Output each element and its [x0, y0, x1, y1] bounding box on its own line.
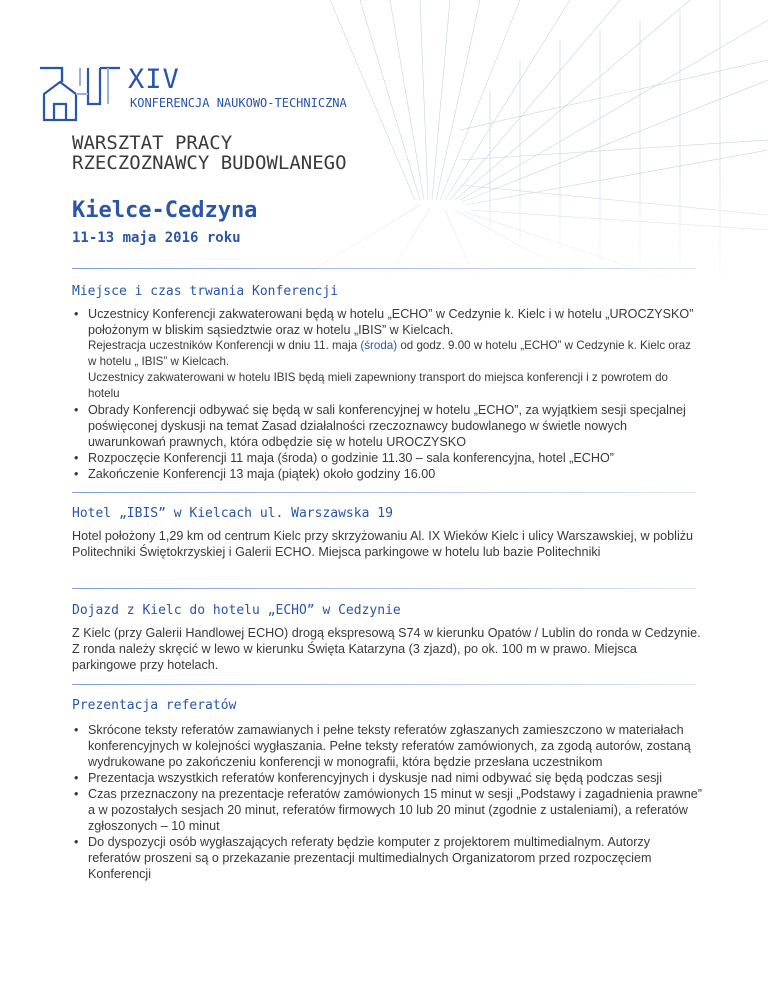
ibis-section-title: Hotel „IBIS” w Kielcach ul. Warszawska 19 — [72, 506, 393, 521]
bullet-icon: • — [74, 835, 79, 849]
bullet-icon: • — [74, 451, 79, 465]
section-divider — [72, 268, 696, 269]
venue-item-sessions: Obrady Konferencji odbywać się będą w sali konferencyjnej w hotelu „ECHO”, za wyjątkiem sesji specjalnej poświęconej dyskusji na temat Zasad działalności rzeczoznawcy budowlanego w świetle nowych uwarunkowań prawnych, która odbędzie się w hotelu UROCZYSKO — [88, 403, 686, 449]
conference-subtitle: KONFERENCJA NAUKOWO-TECHNICZNA — [130, 96, 347, 110]
event-title-line2: RZECZOZNAWCY BUDOWLANEGO — [72, 152, 347, 174]
directions-section-title: Dojazd z Kielc do hotelu „ECHO” w Cedzynie — [72, 603, 401, 618]
papers-item-texts: Skrócone teksty referatów zamawianych i pełne teksty referatów zgłaszanych zamieszczono w materiałach konferencyjnych w kolejności wygłaszania. Pełne teksty referatów zamówionych, za zgodą autorów, zostaną wydrukowane po zakończeniu konferencji w monografii, która będzie przesłana uczestnikom — [88, 723, 691, 769]
list-item — [72, 402, 702, 450]
list-item — [72, 834, 702, 882]
ibis-description: Hotel położony 1,29 km od centrum Kielc przy skrzyżowaniu Al. IX Wieków Kielc i ulicy Warszawskiej, w pobliżu Politechniki Świętokrzyskiej i Galerii ECHO. Miejsca parkingowe w hotelu lub bazie Politechniki — [72, 529, 694, 559]
section-divider — [72, 588, 696, 589]
venue-item-accommodation: Uczestnicy Konferencji zakwaterowani będą w hotelu „ECHO” w Cedzynie k. Kielc i w hotelu „UROCZYSKO” położonym w bliskim sąsiedztwie oraz w hotelu „IBIS” w Kielcach. — [88, 307, 694, 337]
directions-description: Z Kielc (przy Galerii Handlowej ECHO) drogą ekspresową S74 w kierunku Opatów / Lublin do ronda w Cedzynie. Z ronda należy skręcić w lewo w kierunku Święta Katarzyna (3 zjazd), po ok. 100 m w prawo. Miejsca parkingowe przy hotelach. — [72, 626, 701, 672]
papers-item-equipment: Do dyspozycji osób wygłaszających referaty będzie komputer z projektorem multimedialnym. Autorzy referatów proszeni są o przekazanie prezentacji multimedialnych Organizatorom przed rozpoczęciem Konferencji — [88, 835, 652, 881]
venue-section-title: Miejsce i czas trwania Konferencji — [72, 284, 339, 299]
bullet-icon: • — [74, 771, 79, 785]
list-item — [72, 306, 702, 402]
papers-item-time: Czas przeznaczony na prezentacje referatów zamówionych 15 minut w sesji „Podstawy i zagadnienia prawne” a w pozostałych sesjach 20 minut, referatów firmowych 10 lub 20 minut (zgodnie z ustaleniami), a referatów zgłoszonych – 10 minut — [88, 787, 702, 833]
bullet-icon: • — [74, 467, 79, 481]
bullet-icon: • — [74, 307, 79, 321]
list-item — [72, 770, 702, 786]
transport-note: Uczestnicy zakwaterowani w hotelu IBIS będą mieli zapewniony transport do miejsca konferencji i z powrotem do hotelu — [88, 371, 668, 400]
section-divider — [72, 684, 696, 685]
bullet-icon: • — [74, 403, 79, 417]
venue-item-closing: Zakończenie Konferencji 13 maja (piątek) około godziny 16.00 — [88, 467, 436, 481]
event-title-line1: WARSZTAT PRACY — [72, 132, 233, 154]
list-item — [72, 786, 702, 834]
list-item — [72, 722, 702, 770]
venue-list — [72, 306, 702, 482]
venue-item-opening: Rozpoczęcie Konferencji 11 maja (środa) o godzinie 11.30 – sala konferencyjna, hotel „ECHO” — [88, 451, 614, 465]
bullet-icon: • — [74, 723, 79, 737]
conference-logo-icon — [38, 64, 122, 122]
event-city: Kielce-Cedzyna — [72, 198, 258, 223]
bullet-icon: • — [74, 787, 79, 801]
conference-number: XIV — [128, 64, 180, 95]
papers-section-title: Prezentacja referatów — [72, 698, 237, 713]
registration-note: Rejestracja uczestników Konferencji w dniu 11. maja (środa) od godz. 9.00 w hotelu „ECHO” w Cedzynie k. Kielc oraz w hotelu „ IBIS” w Kielcach. — [88, 339, 691, 368]
papers-list — [72, 722, 702, 882]
papers-item-presentation: Prezentacja wszystkich referatów konferencyjnych i dyskusje nad nimi odbywać się będą podczas sesji — [88, 771, 662, 785]
list-item — [72, 466, 702, 482]
event-dates: 11-13 maja 2016 roku — [72, 230, 241, 246]
list-item — [72, 450, 702, 466]
section-divider — [72, 492, 696, 493]
